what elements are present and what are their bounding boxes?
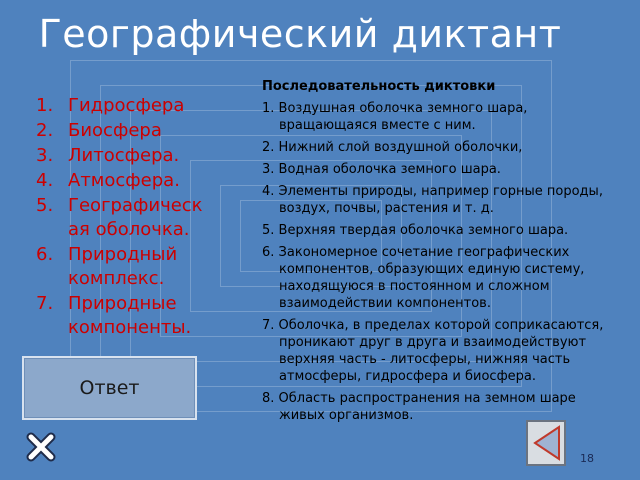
back-arrow-icon[interactable] bbox=[526, 420, 566, 466]
answer-text: Гидросфера bbox=[68, 95, 185, 116]
answer-number: 2. bbox=[36, 120, 54, 141]
answer-number: 7. bbox=[36, 293, 54, 314]
answer-number: 3. bbox=[36, 145, 54, 166]
dictation-panel bbox=[262, 78, 622, 429]
slide-title: Географический диктант bbox=[38, 12, 562, 56]
dictation-item: 6. Закономерное сочетание географических компонентов, образующих единую систему, находящуюся в постоянном и сложном взаимодействии компонентов. bbox=[262, 245, 585, 311]
dictation-item: 2. Нижний слой воздушной оболочки, bbox=[262, 140, 523, 155]
answers-list bbox=[36, 94, 236, 341]
dictation-heading: Последовательность диктовки bbox=[262, 79, 496, 94]
answer-number: 4. bbox=[36, 170, 54, 191]
answer-item bbox=[36, 144, 236, 168]
answer-number: 1. bbox=[36, 95, 54, 116]
answer-text: Географическая оболочка. bbox=[68, 195, 203, 240]
dictation-list bbox=[262, 100, 622, 424]
answer-text: Природный комплекс. bbox=[68, 244, 178, 289]
dictation-item: 5. Верхняя твердая оболочка земного шара. bbox=[262, 223, 569, 238]
page-number: 18 bbox=[580, 452, 594, 465]
dictation-item: 1. Воздушная оболочка земного шара, вращающаяся вместе с ним. bbox=[262, 101, 528, 133]
answer-item bbox=[36, 169, 236, 193]
answer-button[interactable]: Ответ bbox=[22, 356, 197, 420]
answer-item bbox=[36, 292, 236, 340]
answer-item bbox=[36, 119, 236, 143]
answer-item bbox=[36, 243, 236, 291]
dictation-item: 7. Оболочка, в пределах которой соприкасаются, проникают друг в друга и взаимодействуют верхняя часть - литосферы, нижняя часть атмосферы, гидросфера и биосфера. bbox=[262, 318, 604, 384]
answer-item bbox=[36, 94, 236, 118]
dictation-item: 4. Элементы природы, например горные породы, воздух, почвы, растения и т. д. bbox=[262, 184, 603, 216]
answer-text: Атмосфера. bbox=[68, 170, 180, 191]
close-x-icon[interactable] bbox=[24, 430, 58, 464]
answer-text: Биосфера bbox=[68, 120, 162, 141]
dictation-item: 3. Водная оболочка земного шара. bbox=[262, 162, 501, 177]
answer-number: 6. bbox=[36, 244, 54, 265]
answer-number: 5. bbox=[36, 195, 54, 216]
answer-text: Литосфера. bbox=[68, 145, 180, 166]
answer-text: Природные компоненты. bbox=[68, 293, 192, 338]
dictation-item: 8. Область распространения на земном шаре живых организмов. bbox=[262, 391, 576, 423]
answer-item bbox=[36, 194, 236, 242]
